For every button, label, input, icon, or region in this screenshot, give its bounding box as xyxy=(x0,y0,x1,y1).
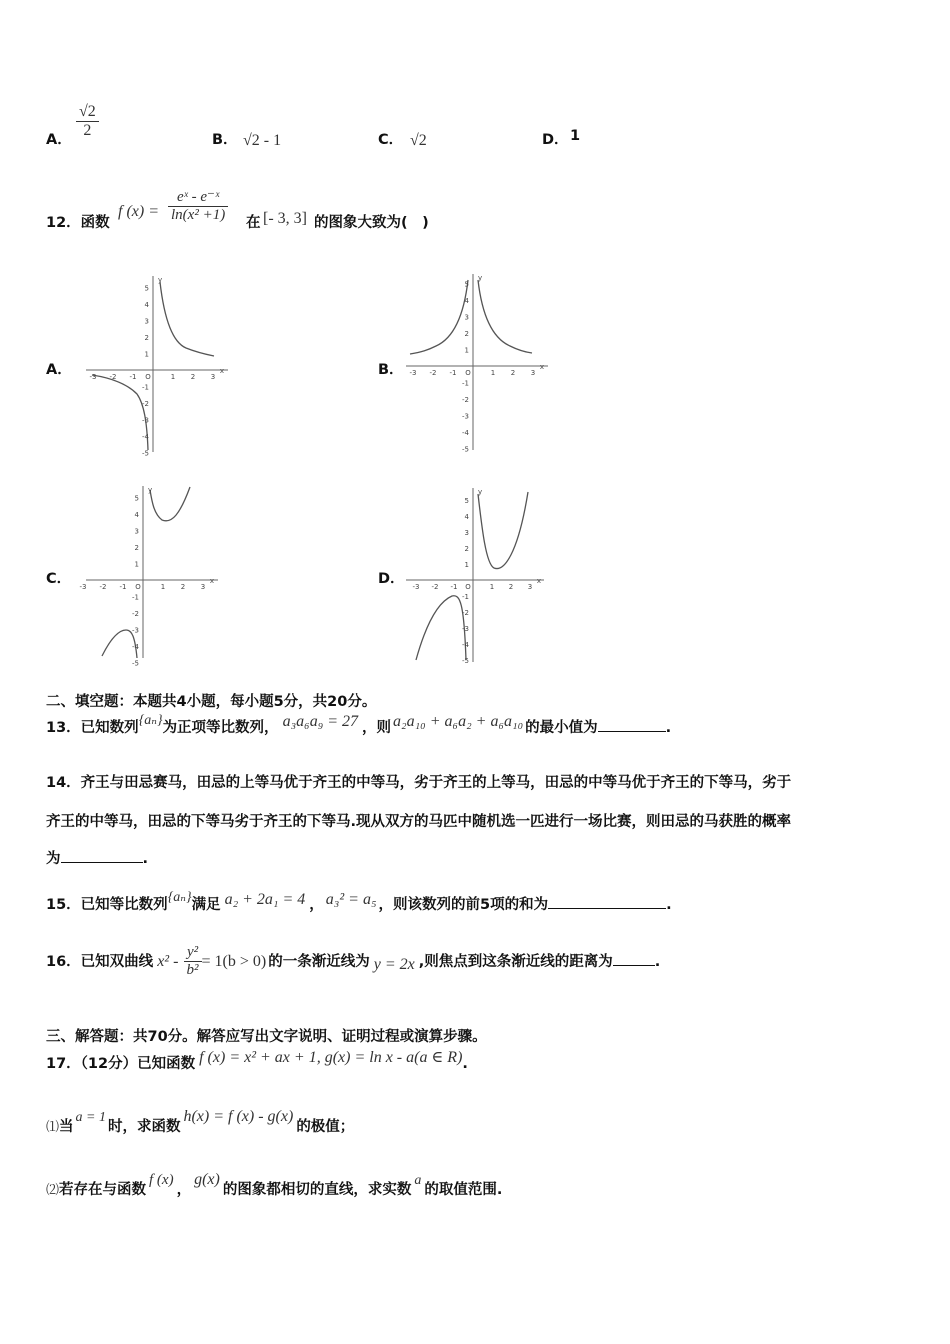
graph-b-x-tick: 3 xyxy=(530,369,536,377)
q12-graph-a-label: A． xyxy=(46,362,72,378)
graph-b-x-tick: -3 xyxy=(409,369,417,377)
graph-d xyxy=(402,484,552,666)
graph-c-x-tick: 1 xyxy=(160,583,166,591)
graph-c-x-tick: -3 xyxy=(79,583,87,591)
graph-d-x-tick: -1 xyxy=(450,583,458,591)
q13-expression: a₂a₁₀ + a₆a₂ + a₆a₁₀ xyxy=(393,713,524,730)
graph-b-y-tick: 4 xyxy=(464,297,469,305)
q11-option-c-value: √2 xyxy=(410,132,427,149)
q14-line2: 齐王的中等马，田忌的下等马劣于齐王的下等马.现从双方的马匹中随机选一匹进行一场比赛，则田忌的马获胜的概率 xyxy=(46,814,792,830)
graph-b-y-tick: -4 xyxy=(462,429,469,437)
q15-mid: 满足 xyxy=(191,897,221,913)
graph-b-y-tick: -2 xyxy=(462,396,469,404)
q16-end: . xyxy=(654,954,661,970)
q12-graph-d-label: D． xyxy=(378,571,405,587)
q11-option-a-label: A． xyxy=(46,132,72,148)
graph-d-y-tick: -5 xyxy=(462,657,469,665)
graph-c-y-tick: 4 xyxy=(134,511,139,519)
q17-part-2-number: ⑵ xyxy=(46,1182,60,1197)
graph-c-curve-right xyxy=(150,487,190,521)
graph-d-y-tick: 3 xyxy=(464,529,469,537)
q12-graph-c-label: C． xyxy=(46,571,72,587)
q17-part-2-g: g(x) xyxy=(194,1171,220,1188)
q13-prefix: 13．已知数列 xyxy=(46,720,139,736)
graph-c-y-tick: -1 xyxy=(132,593,139,602)
graph-a-y-tick: -1 xyxy=(142,383,149,392)
graph-d-y-tick: 4 xyxy=(464,513,469,521)
graph-b-y-tick: 5 xyxy=(464,280,469,289)
q17-part-1-text-a: 当 xyxy=(59,1119,74,1135)
q12-in-word: 在 xyxy=(246,215,261,231)
graph-d-y-tick: 2 xyxy=(464,545,469,553)
q11-option-d-label: D． xyxy=(542,132,569,148)
q14-line1: 14．齐王与田忌赛马，田忌的上等马优于齐王的中等马，劣于齐王的上等马，田忌的中等马优于齐王的下等马，劣于 xyxy=(46,775,792,791)
graph-b-x-axis-label: x xyxy=(539,363,545,371)
q17-part-1-number: ⑴ xyxy=(46,1119,60,1134)
q15-end: . xyxy=(666,897,672,913)
graph-b-x-tick: 1 xyxy=(490,369,496,377)
graph-c-y-tick: -3 xyxy=(132,626,139,635)
q13-then: ，则 xyxy=(362,720,392,736)
q14-line3-prefix: 为 xyxy=(46,851,61,867)
graph-c-x-tick: -2 xyxy=(99,583,107,591)
q11-option-a-value xyxy=(76,103,99,140)
q17-part-2 xyxy=(46,1171,503,1199)
q17-part-2-text-b: 的图象都相切的直线，求实数 xyxy=(222,1182,412,1198)
q13-mid: 为正项等比数列， xyxy=(162,720,279,736)
q17-part-2-variable: a xyxy=(414,1173,422,1188)
graph-a-y-axis-label: y xyxy=(158,276,163,284)
graph-d-y-tick: 1 xyxy=(464,561,469,569)
q17-part-2-text-c: 的取值范围. xyxy=(424,1182,503,1198)
graph-c-y-tick: 5 xyxy=(134,494,139,503)
graph-d-x-axis-label: x xyxy=(536,577,542,585)
graph-c-y-tick: -4 xyxy=(132,643,139,651)
q15-sequence: {aₙ} xyxy=(167,890,192,905)
graph-a-x-tick: O xyxy=(145,373,151,381)
graph-c-x-axis-label: x xyxy=(209,577,215,585)
q15-answer-blank[interactable] xyxy=(548,908,666,909)
graph-a-y-tick: 4 xyxy=(144,301,149,309)
q15-prefix: 15．已知等比数列 xyxy=(46,897,168,913)
q11-option-d-value: 1 xyxy=(570,128,581,144)
graph-c-y-tick: -5 xyxy=(132,659,139,668)
graph-b-y-axis-label: y xyxy=(478,274,483,282)
graph-d-x-tick: 3 xyxy=(527,583,533,591)
q12-number: 12．函数 xyxy=(46,215,110,231)
graph-b-x-tick: 2 xyxy=(510,369,516,377)
graph-b-x-tick: O xyxy=(465,369,471,377)
q11-a-numerator: √2 xyxy=(76,103,99,122)
graph-c-y-tick: 1 xyxy=(134,560,139,569)
q11-a-denominator: 2 xyxy=(83,122,92,139)
graph-d-y-tick: 5 xyxy=(464,497,469,505)
q14-answer-blank[interactable] xyxy=(61,862,143,863)
graph-b-y-tick: 2 xyxy=(464,330,469,338)
q15-condition-2: a₃² = a₅ xyxy=(325,891,377,908)
graph-a-curve-right xyxy=(160,282,214,356)
q17-part-1-text-c: 的极值； xyxy=(296,1119,355,1135)
graph-a-x-tick: -2 xyxy=(109,373,117,381)
graph-a-x-tick: 3 xyxy=(210,373,216,381)
graph-b-y-tick: 1 xyxy=(464,346,469,355)
graph-c-x-tick: 2 xyxy=(180,583,186,591)
q16-fraction xyxy=(184,944,202,979)
graph-d-x-tick: -2 xyxy=(431,583,439,591)
q14-line3 xyxy=(46,847,148,868)
q17-part-1-text-b: 时，求函数 xyxy=(107,1119,181,1135)
graph-d-y-tick: -3 xyxy=(462,625,469,633)
graph-a-x-tick: 2 xyxy=(190,373,196,381)
graph-c xyxy=(79,482,232,668)
graph-d-y-tick: -2 xyxy=(462,609,469,617)
graph-d-curve-left xyxy=(416,596,466,660)
q12-func-fraction xyxy=(168,187,228,224)
graph-d-y-axis-label: y xyxy=(478,488,483,496)
graph-b-y-tick: 3 xyxy=(464,313,469,322)
q11-option-c-label: C． xyxy=(378,132,404,148)
graph-d-y-tick: -1 xyxy=(462,593,469,601)
graph-d-x-tick: -3 xyxy=(412,583,420,591)
graph-a-y-tick: 3 xyxy=(144,317,149,326)
graph-b-curve-left xyxy=(410,280,468,354)
graph-a-x-tick: 1 xyxy=(170,373,176,381)
graph-a-x-axis-label: x xyxy=(219,367,225,375)
q16-asymptote: y = 2x xyxy=(373,956,415,973)
q17-part-2-f: f (x) xyxy=(149,1172,174,1188)
graph-c-x-tick: O xyxy=(135,583,141,591)
graph-b-x-tick: -2 xyxy=(429,369,437,377)
q17-part-1-function: h(x) = f (x) - g(x) xyxy=(183,1108,294,1125)
q17-part-1 xyxy=(46,1108,355,1136)
graph-a-curve-left xyxy=(89,373,148,450)
q17-functions: f (x) = x² + ax + 1, g(x) = ln x - a(a ∈ R) xyxy=(199,1049,463,1066)
graph-a-y-tick: -2 xyxy=(142,400,149,408)
q15-tail: ，则该数列的前5项的和为 xyxy=(378,897,549,913)
question-13 xyxy=(46,713,672,737)
q13-tail: 的最小值为 xyxy=(525,720,598,736)
q12-func-lhs: f (x) = xyxy=(118,203,159,220)
graph-a-y-tick: -4 xyxy=(142,433,149,441)
graph-a-y-tick: -3 xyxy=(142,416,149,425)
q16-answer-blank[interactable] xyxy=(613,965,655,966)
graph-a-y-tick: 1 xyxy=(144,350,149,359)
q16-tail: ,则焦点到这条渐近线的距离为 xyxy=(418,954,613,970)
graph-c-x-tick: 3 xyxy=(200,583,206,591)
graph-a-x-tick: -3 xyxy=(89,373,97,381)
q12-func-numerator: eˣ - e⁻ˣ xyxy=(168,187,228,207)
q13-sequence: {aₙ} xyxy=(138,713,163,728)
graph-d-y-tick: -4 xyxy=(462,641,469,649)
q14-end: . xyxy=(142,851,149,867)
q16-frac-numerator: y² xyxy=(184,944,202,962)
q17-end: . xyxy=(462,1056,468,1072)
q16-equation-tail: = 1(b > 0) xyxy=(201,953,267,970)
q16-frac-denominator: b² xyxy=(186,962,199,978)
graph-d-x-tick: 1 xyxy=(489,583,495,591)
q11-option-b-label: B． xyxy=(212,132,238,148)
question-17 xyxy=(46,1049,468,1073)
graph-b-y-tick: -5 xyxy=(462,445,469,454)
q13-answer-blank[interactable] xyxy=(598,731,666,732)
section3-heading: 三、解答题：共70分。解答应写出文字说明、证明过程或演算步骤。 xyxy=(46,1029,487,1045)
graph-b-y-tick: -3 xyxy=(462,412,469,421)
question-15 xyxy=(46,890,672,914)
graph-b-x-tick: -1 xyxy=(449,369,457,377)
graph-d-curve-right xyxy=(478,492,528,569)
q15-comma: ， xyxy=(309,897,324,913)
graph-b-curve-right xyxy=(478,280,532,353)
q12-graph-b-label: B． xyxy=(378,362,404,378)
graph-a-y-tick: 5 xyxy=(144,284,149,293)
q16-x-squared: x² - xyxy=(157,953,179,970)
graph-c-y-tick: -2 xyxy=(132,610,139,618)
q17-part-2-separator: ， xyxy=(176,1182,192,1198)
q17-prefix: 17．（12分）已知函数 xyxy=(46,1056,196,1072)
graph-c-y-axis-label: y xyxy=(148,486,153,494)
q15-condition-1: a₂ + 2a₁ = 4 xyxy=(224,891,306,908)
graph-c-y-tick: 3 xyxy=(134,527,139,536)
graph-d-x-tick: 2 xyxy=(508,583,514,591)
q12-interval: [- 3, 3] xyxy=(263,210,307,227)
section2-heading: 二、填空题：本题共4小题，每小题5分，共20分。 xyxy=(46,694,377,710)
graph-a-x-tick: -1 xyxy=(129,373,137,381)
graph-b xyxy=(402,270,552,452)
graph-d-x-tick: O xyxy=(465,583,471,591)
q13-condition: a₃a₆a₉ = 27 xyxy=(282,713,359,730)
q12-tail: 的图象大致为( ) xyxy=(314,215,429,231)
graph-a xyxy=(82,272,232,458)
q17-part-2-text-a: 若存在与函数 xyxy=(59,1182,147,1198)
question-16 xyxy=(46,944,660,979)
q13-end: . xyxy=(665,720,672,736)
q16-prefix: 16．已知双曲线 xyxy=(46,954,154,970)
graph-c-y-tick: 2 xyxy=(134,544,139,552)
q17-part-1-condition: a = 1 xyxy=(75,1110,106,1125)
q11-option-b-value: √2 - 1 xyxy=(243,132,282,149)
q12-func-denominator: ln(x² +1) xyxy=(171,207,226,223)
graph-a-y-tick: 2 xyxy=(144,334,149,342)
graph-b-y-tick: -1 xyxy=(462,379,469,388)
graph-a-y-tick: -5 xyxy=(142,449,149,458)
graph-c-x-tick: -1 xyxy=(119,583,127,591)
q16-mid: 的一条渐近线为 xyxy=(268,954,370,970)
